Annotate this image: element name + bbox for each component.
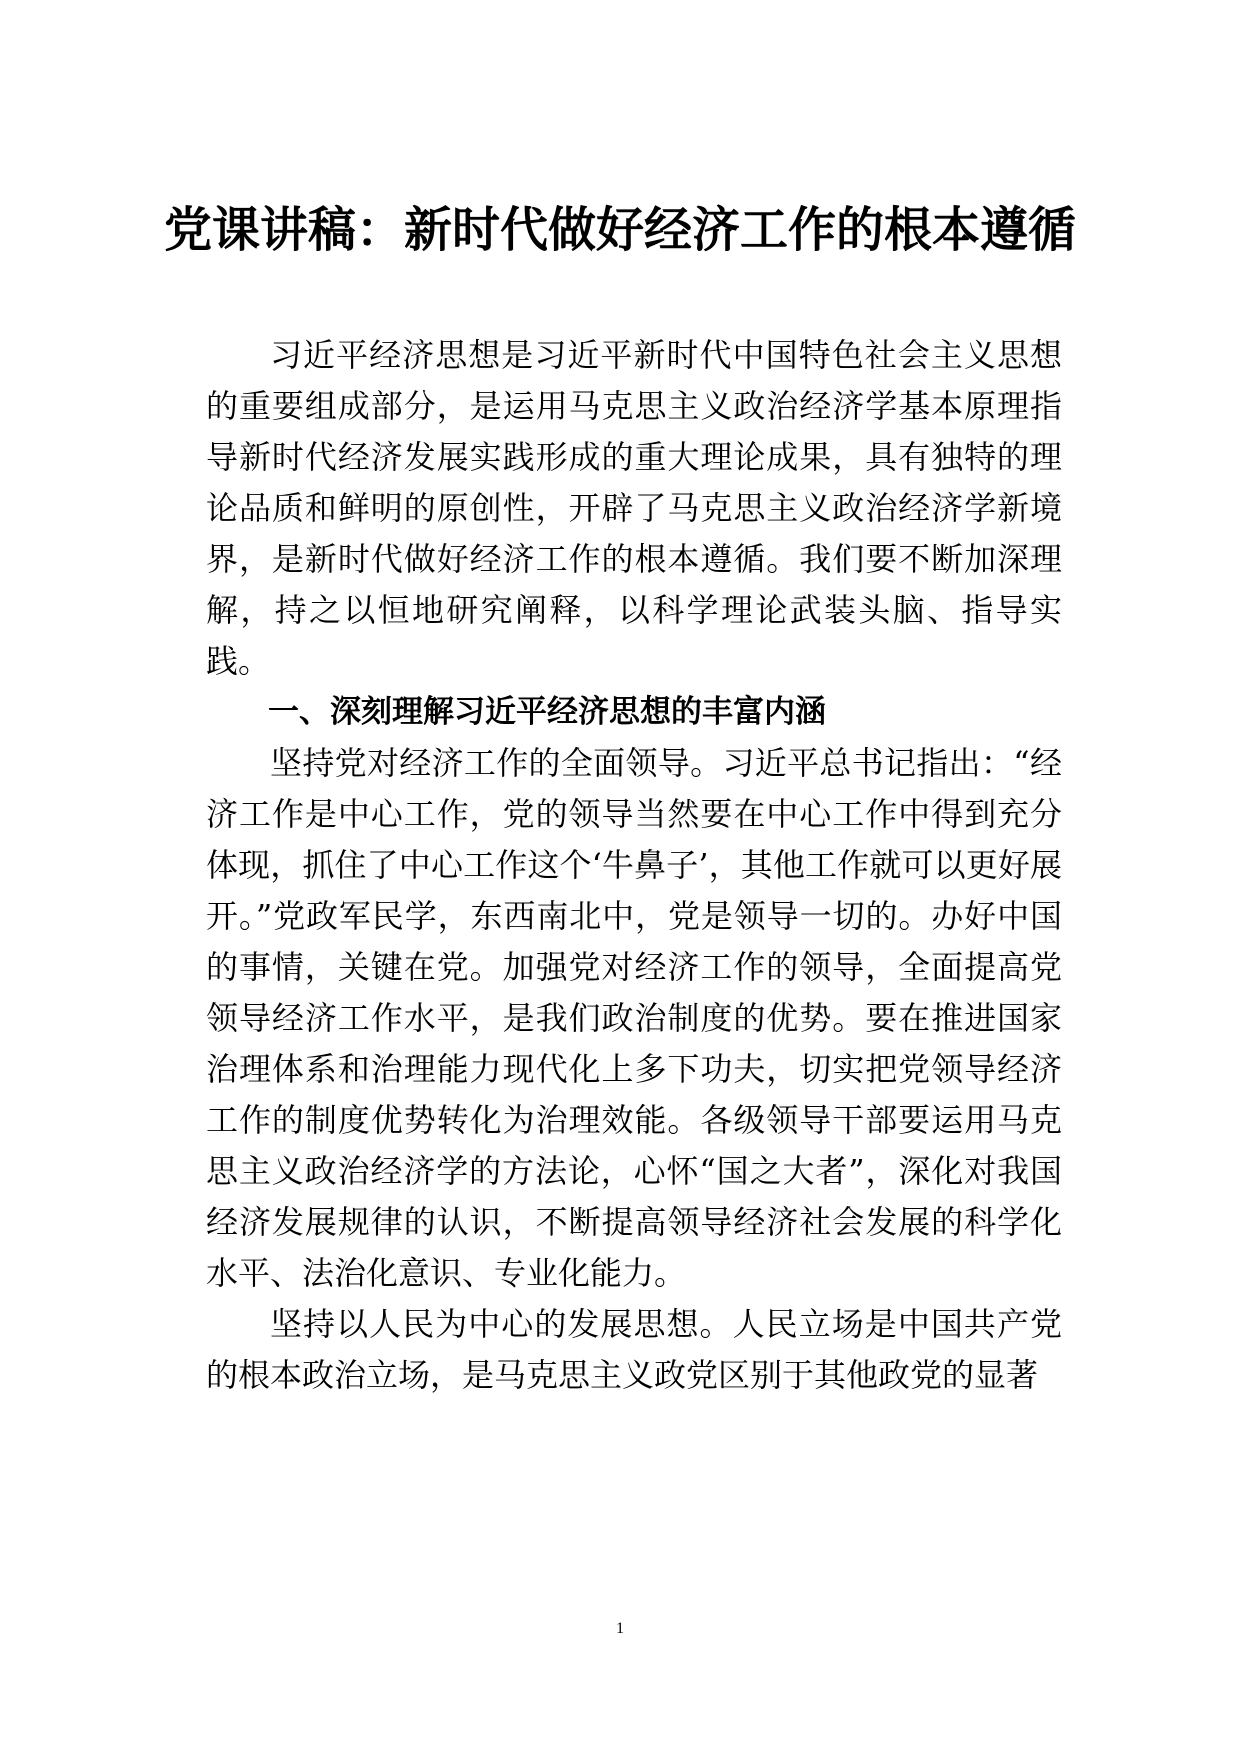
- page-number: 1: [616, 1620, 624, 1637]
- paragraph-intro: 习近平经济思想是习近平新时代中国特色社会主义思想的重要组成部分，是运用马克思主义政治经济学基本原理指导新时代经济发展实践形成的重大理论成果，具有独特的理论品质和鲜明的原创性，开辟了马克思主义政治经济学新境界，是新时代做好经济工作的根本遵循。我们要不断加深理解，持之以恒地研究阐释，以科学理论武装头脑、指导实践。: [206, 336, 1062, 680]
- document-body: [206, 330, 1062, 1401]
- paragraph-people-centered: 坚持以人民为中心的发展思想。人民立场是中国共产党的根本政治立场，是马克思主义政党区别于其他政党的显著: [206, 1305, 1062, 1394]
- document-title: 党课讲稿：新时代做好经济工作的根本遵循: [163, 202, 1076, 258]
- paragraph-party-leadership: 坚持党对经济工作的全面领导。习近平总书记指出：“经济工作是中心工作，党的领导当然要在中心工作中得到充分体现，抓住了中心工作这个‘牛鼻子’，其他工作就可以更好展开。”党政军民学，东西南北中，党是领导一切的。办好中国的事情，关键在党。加强党对经济工作的领导，全面提高党领导经济工作水平，是我们政治制度的优势。要在推进国家治理体系和治理能力现代化上多下功夫，切实把党领导经济工作的制度优势转化为治理效能。各级领导干部要运用马克思主义政治经济学的方法论，心怀“国之大者”，深化对我国经济发展规律的认识，不断提高领导经济社会发展的科学化水平、法治化意识、专业化能力。: [206, 744, 1062, 1292]
- section-heading: 一、深刻理解习近平经济思想的丰富内涵: [268, 694, 826, 730]
